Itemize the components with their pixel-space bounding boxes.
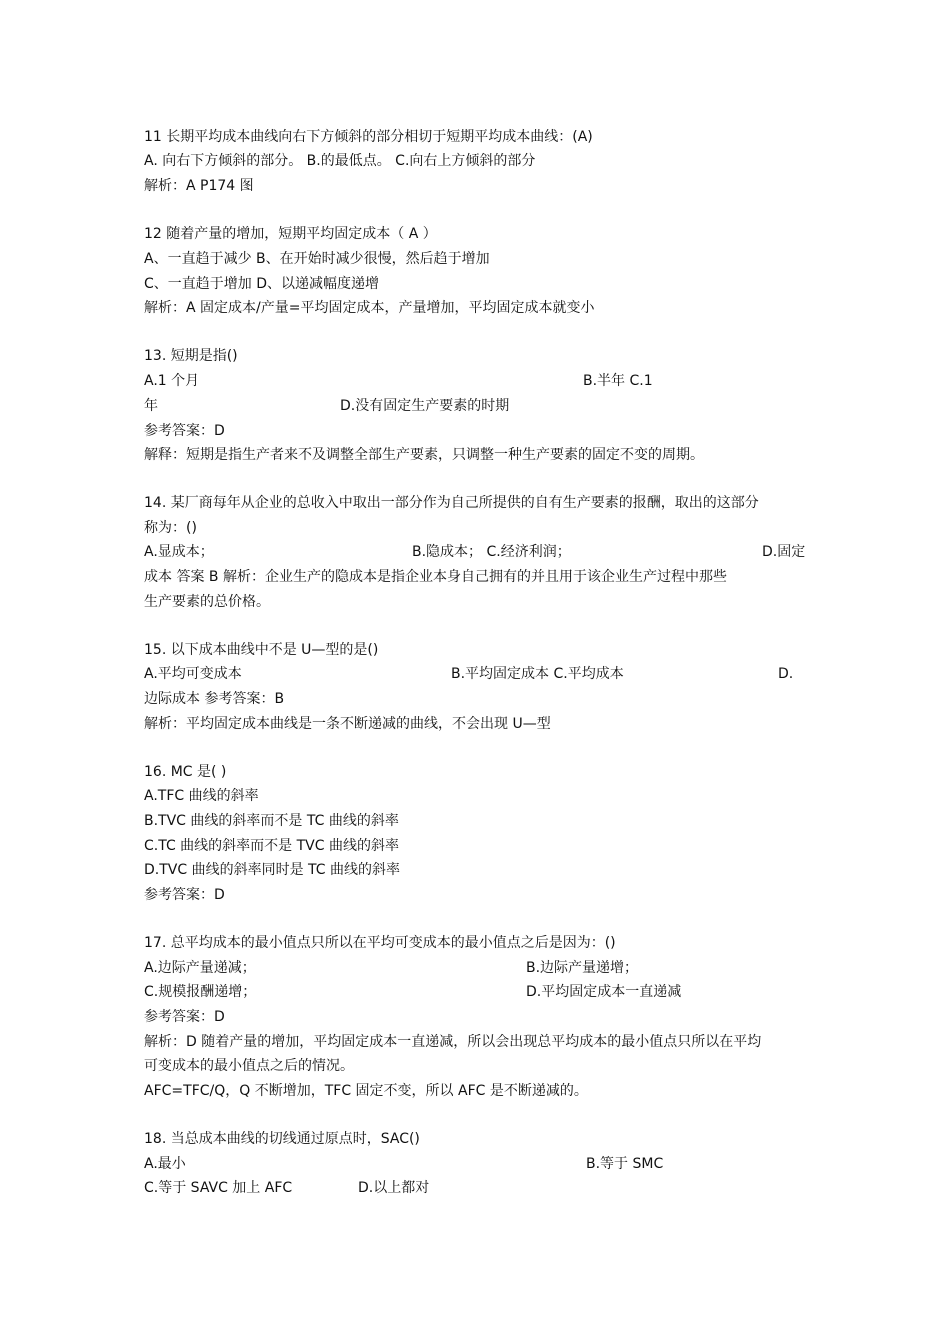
q15-continuation: 边际成本 参考答案：B <box>144 691 285 707</box>
q18-option-d: D.以上都对 <box>358 1180 430 1196</box>
q15-stem: 15. 以下成本曲线中不是 U—型的是() <box>144 642 379 658</box>
q15-analysis: 解析：平均固定成本曲线是一条不断递减的曲线，不会出现 U—型 <box>144 716 551 732</box>
q17-option-d: D.平均固定成本一直递减 <box>526 984 682 1000</box>
q13-stem: 13. 短期是指() <box>144 348 238 364</box>
q13-option-c-cont: 年 <box>144 398 158 414</box>
q14-stem-2: 称为：() <box>144 520 197 536</box>
q17-analysis-2: 可变成本的最小值点之后的情况。 <box>144 1058 354 1074</box>
q17-answer: 参考答案：D <box>144 1009 225 1025</box>
q14-option-bc: B.隐成本； C.经济利润； <box>412 544 571 560</box>
q11-analysis: 解析：A P174 图 <box>144 178 254 194</box>
q13-option-d: D.没有固定生产要素的时期 <box>340 398 510 414</box>
q14-stem-1: 14. 某厂商每年从企业的总收入中取出一部分作为自己所提供的自有生产要素的报酬，取出的这部分 <box>144 495 759 511</box>
q17-option-a: A.边际产量递减； <box>144 960 256 976</box>
q18-stem: 18. 当总成本曲线的切线通过原点时，SAC() <box>144 1131 420 1147</box>
q15-option-a: A.平均可变成本 <box>144 666 242 682</box>
q17-stem: 17. 总平均成本的最小值点只所以在平均可变成本的最小值点之后是因为：() <box>144 935 616 951</box>
q12-stem: 12 随着产量的增加，短期平均固定成本（ A ） <box>144 226 437 242</box>
q14-option-d: D.固定 <box>762 544 806 560</box>
q18-option-c: C.等于 SAVC 加上 AFC <box>144 1180 293 1196</box>
q17-analysis-3: AFC=TFC/Q，Q 不断增加，TFC 固定不变，所以 AFC 是不断递减的。 <box>144 1083 588 1099</box>
q16-option-c: C.TC 曲线的斜率而不是 TVC 曲线的斜率 <box>144 838 399 854</box>
q13-option-bc: B.半年 C.1 <box>583 373 653 389</box>
q12-analysis: 解析：A 固定成本/产量=平均固定成本，产量增加，平均固定成本就变小 <box>144 300 595 316</box>
q15-option-bc: B.平均固定成本 C.平均成本 <box>451 666 624 682</box>
q17-analysis-1: 解析：D 随着产量的增加，平均固定成本一直递减，所以会出现总平均成本的最小值点只所以在平均 <box>144 1034 762 1050</box>
q17-option-c: C.规模报酬递增； <box>144 984 257 1000</box>
q16-option-b: B.TVC 曲线的斜率而不是 TC 曲线的斜率 <box>144 813 399 829</box>
q15-option-d: D. <box>778 666 794 682</box>
q14-option-a: A.显成本； <box>144 544 214 560</box>
q13-explanation: 解释：短期是指生产者来不及调整全部生产要素，只调整一种生产要素的固定不变的周期。 <box>144 447 704 463</box>
q17-option-b: B.边际产量递增； <box>526 960 639 976</box>
q13-answer: 参考答案：D <box>144 423 225 439</box>
q11-stem: 11 长期平均成本曲线向右下方倾斜的部分相切于短期平均成本曲线：(A) <box>144 129 593 145</box>
q16-option-a: A.TFC 曲线的斜率 <box>144 788 259 804</box>
q12-options-cd: C、一直趋于增加 D、以递减幅度递增 <box>144 276 380 292</box>
q16-answer: 参考答案：D <box>144 887 225 903</box>
q18-option-b: B.等于 SMC <box>586 1156 664 1172</box>
q11-options: A. 向右下方倾斜的部分。 B.的最低点。 C.向右上方倾斜的部分 <box>144 153 536 169</box>
q16-option-d: D.TVC 曲线的斜率同时是 TC 曲线的斜率 <box>144 862 400 878</box>
q16-stem: 16. MC 是( ) <box>144 764 227 780</box>
q12-options-ab: A、一直趋于减少 B、在开始时减少很慢，然后趋于增加 <box>144 251 490 267</box>
q14-last-line: 生产要素的总价格。 <box>144 594 270 610</box>
q14-continuation: 成本 答案 B 解析：企业生产的隐成本是指企业本身自己拥有的并且用于该企业生产过程中那些 <box>144 569 727 585</box>
q18-option-a: A.最小 <box>144 1156 186 1172</box>
q13-option-a: A.1 个月 <box>144 373 200 389</box>
